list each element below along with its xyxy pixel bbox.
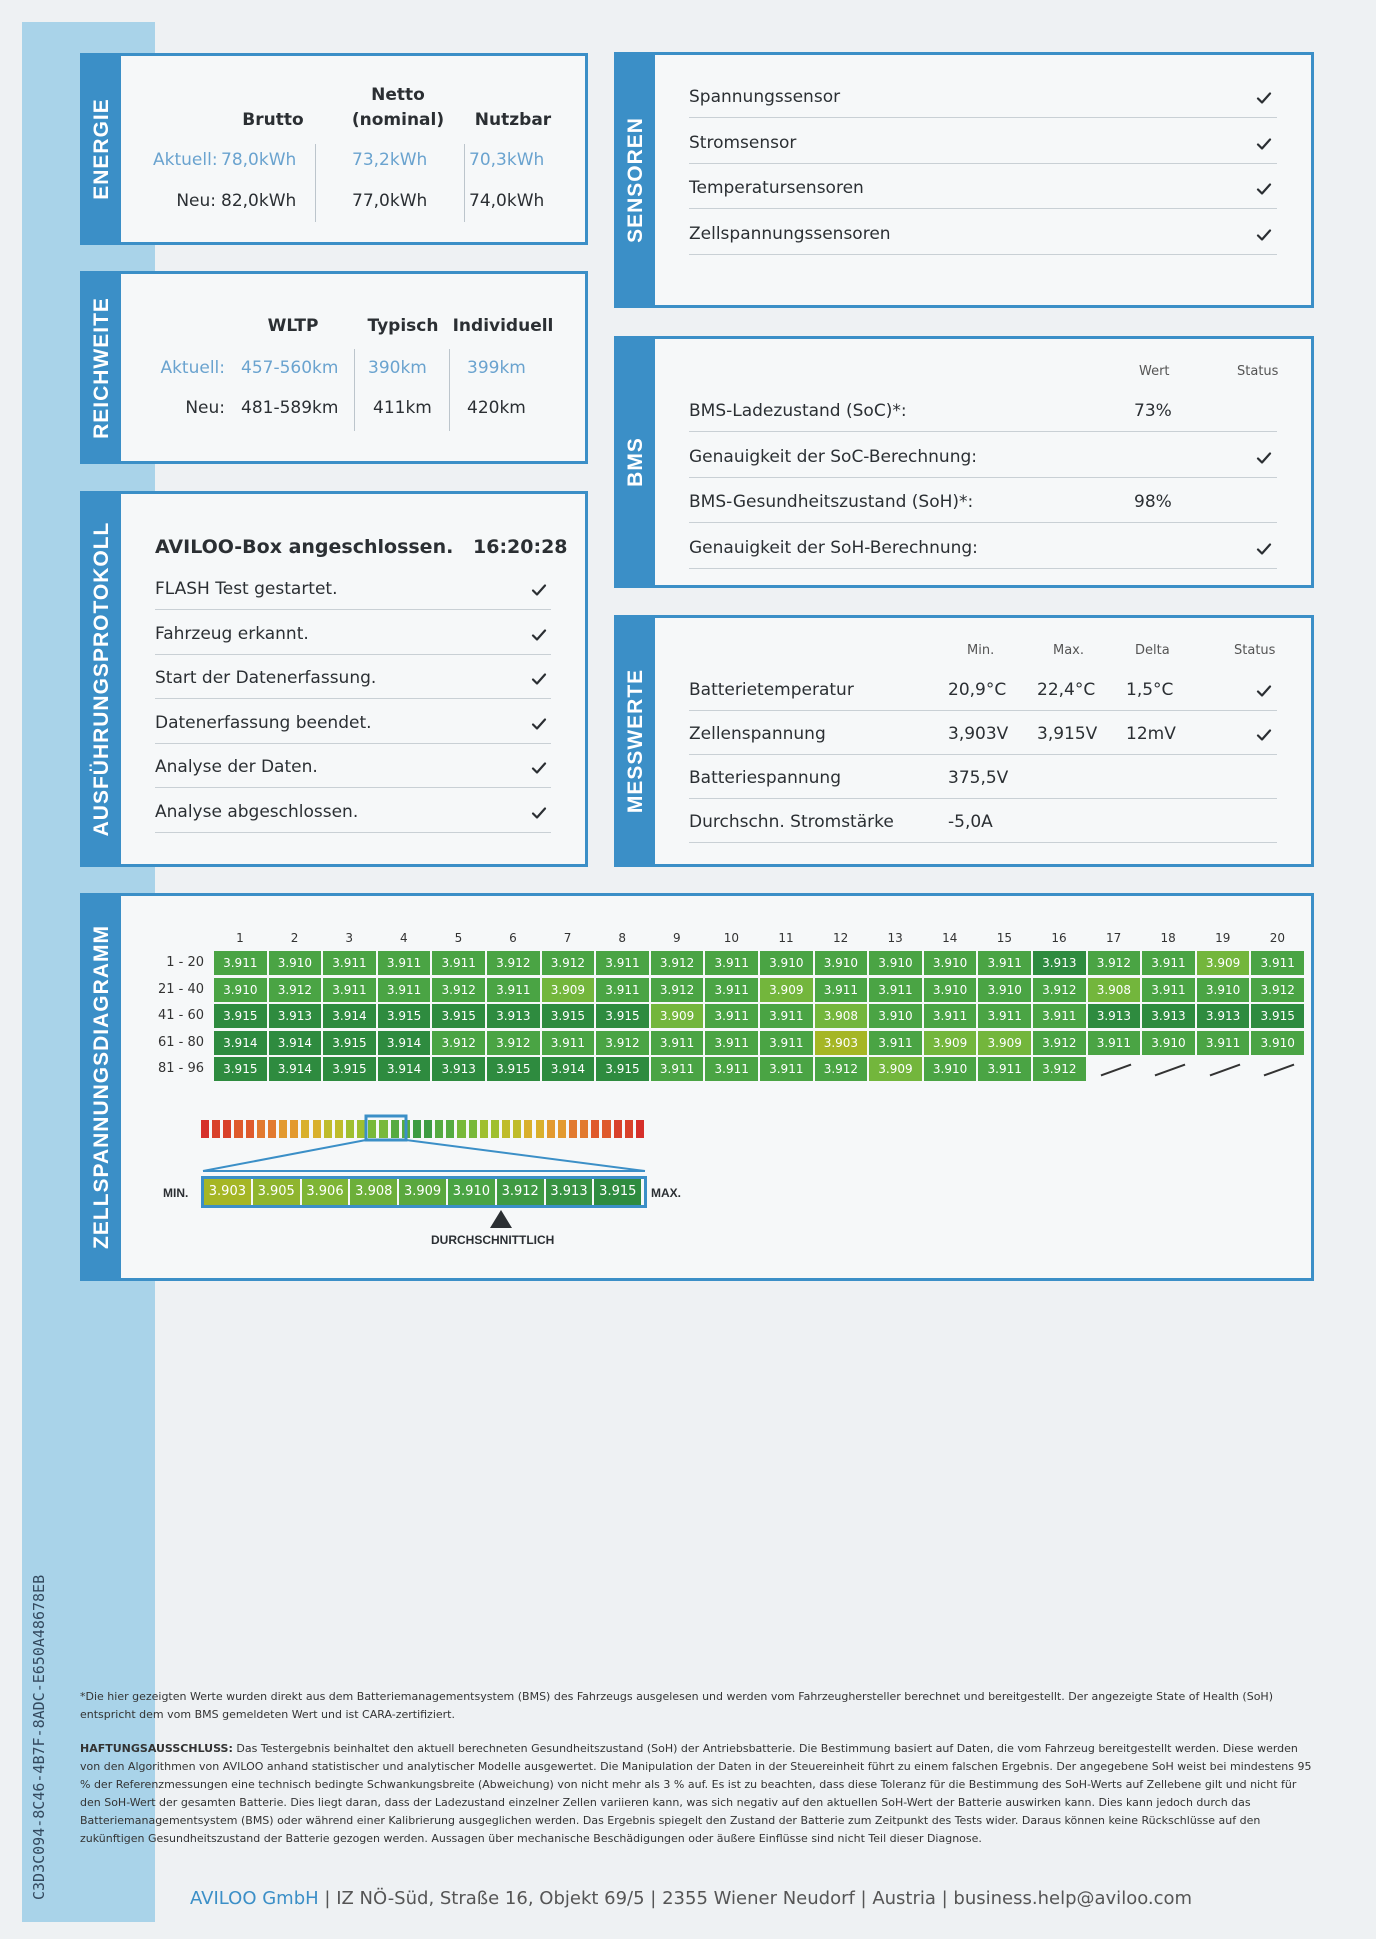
protokoll-label: AUSFÜHRUNGSPROTOKOLL — [83, 494, 121, 864]
energie-neu-netto: 77,0kWh — [352, 191, 428, 211]
scale-segment — [513, 1120, 521, 1138]
bms-row-label: Genauigkeit der SoH-Berechnung: — [689, 537, 978, 558]
check-icon — [1255, 540, 1273, 558]
scale-min-label: MIN. — [163, 1186, 189, 1200]
reichweite-neu-typisch: 411km — [373, 398, 432, 418]
reichweite-aktuell-label: Aktuell: — [160, 358, 225, 378]
row-range-label: 1 - 20 — [166, 955, 204, 970]
scale-segment — [257, 1120, 265, 1138]
column-number: 6 — [509, 931, 517, 945]
column-number: 15 — [996, 931, 1013, 945]
row-range-label: 61 - 80 — [157, 1034, 204, 1050]
empty-cell-slash — [1264, 1064, 1295, 1077]
disclaimer-title: HAFTUNGSAUSSCHLUSS: — [80, 1742, 233, 1755]
footer — [190, 1888, 1192, 1909]
bms-row-value: 73% — [1134, 401, 1172, 421]
scale-segment — [524, 1120, 532, 1138]
cell-voltage: 3.915 — [214, 1004, 269, 1028]
cell-voltage: 3.911 — [651, 1031, 706, 1055]
scale-cell: 3.905 — [253, 1179, 302, 1205]
row-divider — [155, 609, 551, 610]
cell-voltage: 3.911 — [323, 978, 378, 1002]
energie-panel — [80, 53, 588, 245]
cell-voltage: 3.910 — [815, 951, 870, 975]
cell-voltage: 3.913 — [1033, 951, 1088, 975]
bms-header-status: Status — [1237, 364, 1279, 379]
scale-segment — [290, 1120, 298, 1138]
scale-segment — [212, 1120, 220, 1138]
scale-segment — [379, 1120, 387, 1138]
cell-voltage: 3.915 — [487, 1057, 542, 1081]
energie-aktuell-nutzbar: 70,3kWh — [469, 150, 545, 170]
energie-aktuell-label: Aktuell: — [153, 150, 218, 170]
cell-voltage: 3.913 — [1197, 1004, 1252, 1028]
disclaimer — [80, 1740, 1316, 1848]
check-icon — [1255, 726, 1273, 744]
sensoren-panel — [614, 52, 1314, 308]
energie-neu-brutto: 82,0kWh — [221, 191, 297, 211]
cell-voltage: 3.910 — [924, 1057, 979, 1081]
scale-cell: 3.910 — [448, 1179, 497, 1205]
cell-voltage: 3.915 — [378, 1004, 433, 1028]
protokoll-time: 16:20:28 — [473, 536, 568, 558]
empty-cell-slash — [1100, 1064, 1131, 1077]
cell-voltage: 3.912 — [542, 951, 597, 975]
cell-voltage: 3.912 — [1033, 978, 1088, 1002]
cell-voltage: 3.911 — [542, 1031, 597, 1055]
cell-voltage: 3.914 — [269, 1031, 324, 1055]
row-divider — [689, 254, 1277, 255]
row-divider — [155, 787, 551, 788]
column-number: 3 — [345, 931, 353, 945]
energie-header-brutto: Brutto — [242, 110, 304, 130]
cell-voltage: 3.915 — [214, 1057, 269, 1081]
reichweite-neu-label: Neu: — [185, 398, 225, 418]
cell-voltage: 3.911 — [432, 951, 487, 975]
bms-row-label: BMS-Ladezustand (SoC)*: — [689, 401, 907, 421]
bms-row-label: Genauigkeit der SoC-Berechnung: — [689, 446, 977, 467]
cell-voltage: 3.911 — [978, 951, 1033, 975]
bms-row-value: 98% — [1134, 492, 1172, 512]
row-divider — [689, 842, 1277, 843]
scale-segment — [469, 1120, 477, 1138]
check-icon — [1255, 682, 1273, 700]
cell-voltage: 3.914 — [269, 1057, 324, 1081]
cell-voltage: 3.910 — [869, 951, 924, 975]
cell-voltage: 3.915 — [323, 1057, 378, 1081]
cell-voltage: 3.911 — [760, 1004, 815, 1028]
cell-voltage: 3.911 — [596, 978, 651, 1002]
cell-voltage: 3.911 — [705, 978, 760, 1002]
scale-segment — [402, 1120, 410, 1138]
scale-segment — [536, 1120, 544, 1138]
footer-address: | IZ NÖ-Süd, Straße 16, Objekt 69/5 | 2355 Wiener Neudorf | Austria | business.help@aviloo.com — [324, 1888, 1193, 1909]
energie-label: ENERGIE — [83, 56, 121, 242]
cell-voltage: 3.915 — [323, 1031, 378, 1055]
cell-voltage: 3.912 — [1251, 978, 1306, 1002]
column-number: 7 — [563, 931, 572, 945]
cell-voltage: 3.911 — [760, 1031, 815, 1055]
cell-voltage: 3.909 — [542, 978, 597, 1002]
check-icon — [1255, 180, 1273, 198]
zellspannung-panel — [80, 893, 1314, 1281]
energie-header-netto: Netto — [371, 85, 425, 105]
check-icon — [1255, 449, 1273, 467]
messwerte-panel — [614, 615, 1314, 867]
cell-voltage: 3.911 — [815, 978, 870, 1002]
messwerte-header-min: Min. — [967, 643, 995, 658]
sensor-item: Temperatursensoren — [689, 178, 864, 198]
bms-label: BMS — [617, 339, 655, 585]
cell-voltage: 3.915 — [432, 1004, 487, 1028]
reichweite-header-wltp: WLTP — [267, 316, 319, 336]
cell-voltage: 3.909 — [869, 1057, 924, 1081]
check-icon — [530, 804, 548, 822]
scale-segment — [346, 1120, 354, 1138]
scale-segment — [357, 1120, 365, 1138]
messwert-min: -5,0A — [948, 812, 993, 832]
column-number: 10 — [723, 931, 740, 945]
scale-segment — [591, 1120, 599, 1138]
column-number: 13 — [887, 931, 903, 945]
column-number: 1 — [236, 931, 244, 945]
row-divider — [689, 568, 1277, 569]
scale-segment — [502, 1120, 510, 1138]
messwert-delta: 12mV — [1126, 724, 1176, 744]
cell-voltage: 3.913 — [1088, 1004, 1143, 1028]
average-marker-icon — [490, 1210, 512, 1228]
cell-voltage: 3.911 — [978, 1057, 1033, 1081]
check-icon — [1255, 89, 1273, 107]
footer-brand: AVILOO GmbH — [190, 1888, 319, 1909]
scale-cell: 3.906 — [302, 1179, 351, 1205]
energie-aktuell-netto: 73,2kWh — [352, 150, 428, 170]
cell-voltage: 3.911 — [378, 978, 433, 1002]
scale-segment — [246, 1120, 254, 1138]
document-id: C3D3C094-8C46-4B7F-8ADC-E650A48678EB — [30, 1574, 48, 1900]
empty-cell-slash — [1209, 1064, 1240, 1077]
row-divider — [689, 522, 1277, 523]
row-divider — [155, 743, 551, 744]
row-divider — [689, 710, 1277, 711]
row-divider — [689, 208, 1277, 209]
check-icon — [1255, 135, 1273, 153]
messwert-label: Zellenspannung — [689, 724, 826, 744]
scale-segment — [580, 1120, 588, 1138]
row-range-label: 21 - 40 — [157, 981, 204, 997]
messwerte-header-max: Max. — [1053, 643, 1085, 658]
messwerte-header-delta: Delta — [1135, 643, 1170, 658]
check-icon — [1255, 226, 1273, 244]
cell-voltage: 3.910 — [924, 951, 979, 975]
column-number: 12 — [832, 931, 849, 945]
column-number: 20 — [1269, 931, 1286, 945]
cell-voltage: 3.910 — [1251, 1031, 1306, 1055]
scale-cell: 3.908 — [350, 1179, 399, 1205]
row-divider — [155, 698, 551, 699]
protokoll-step: Analyse abgeschlossen. — [155, 801, 359, 822]
cell-voltage: 3.911 — [705, 1057, 760, 1081]
check-icon — [530, 581, 548, 599]
energie-header-nominal: (nominal) — [351, 110, 445, 130]
row-divider — [689, 477, 1277, 478]
cell-voltage: 3.912 — [432, 1031, 487, 1055]
row-divider — [689, 163, 1277, 164]
messwert-label: Batterietemperatur — [689, 680, 854, 700]
column-number: 2 — [290, 931, 299, 945]
scale-segment — [435, 1120, 443, 1138]
scale-segment — [636, 1120, 644, 1138]
scale-segment — [602, 1120, 610, 1138]
cell-voltage: 3.911 — [705, 1031, 760, 1055]
reichweite-aktuell-individuell: 399km — [467, 358, 526, 378]
cell-voltage: 3.910 — [760, 951, 815, 975]
scale-segment — [446, 1120, 454, 1138]
cell-voltage: 3.910 — [924, 978, 979, 1002]
scale-segment — [491, 1120, 499, 1138]
cell-voltage: 3.911 — [1033, 1004, 1088, 1028]
row-divider — [689, 798, 1277, 799]
cell-voltage: 3.910 — [269, 951, 324, 975]
protokoll-panel — [80, 491, 588, 867]
cell-voltage: 3.909 — [978, 1031, 1033, 1055]
voltage-color-scale — [201, 1120, 647, 1138]
scale-cell: 3.903 — [204, 1179, 253, 1205]
cell-voltage: 3.911 — [869, 1031, 924, 1055]
check-icon — [530, 626, 548, 644]
scale-segment — [324, 1120, 332, 1138]
cell-voltage: 3.911 — [760, 1057, 815, 1081]
cell-voltage: 3.912 — [1033, 1031, 1088, 1055]
cell-voltage: 3.910 — [869, 1004, 924, 1028]
cell-voltage: 3.912 — [432, 978, 487, 1002]
cell-voltage: 3.915 — [596, 1004, 651, 1028]
protokoll-step: Start der Datenerfassung. — [155, 668, 377, 688]
reichweite-aktuell-wltp: 457-560km — [241, 358, 339, 378]
messwert-min: 20,9°C — [948, 680, 1007, 700]
empty-cell-slash — [1155, 1064, 1186, 1077]
scale-cell: 3.912 — [497, 1179, 546, 1205]
messwert-delta: 1,5°C — [1126, 680, 1174, 700]
cell-voltage: 3.911 — [869, 978, 924, 1002]
cell-voltage: 3.913 — [432, 1057, 487, 1081]
cell-voltage: 3.911 — [1197, 1031, 1252, 1055]
cell-voltage: 3.915 — [596, 1057, 651, 1081]
cell-voltage: 3.915 — [542, 1004, 597, 1028]
scale-cell: 3.915 — [594, 1179, 643, 1205]
cell-voltage: 3.911 — [323, 951, 378, 975]
cell-voltage: 3.911 — [705, 1004, 760, 1028]
messwert-max: 3,915V — [1037, 724, 1098, 744]
scale-segment — [201, 1120, 209, 1138]
scale-segment — [391, 1120, 399, 1138]
cell-voltage: 3.903 — [815, 1031, 870, 1055]
reichweite-panel — [80, 271, 588, 464]
scale-segment — [558, 1120, 566, 1138]
check-icon — [530, 759, 548, 777]
footnote-bms: *Die hier gezeigten Werte wurden direkt aus dem Batteriemanagementsystem (BMS) des Fahrzeugs ausgelesen und werden vom Fahrzeughersteller berechnet und bereitgestellt. Der angezeigte State of Health (SoH) entspricht dem vom BMS gemeldeten Wert und ist CARA-zertifiziert. — [80, 1690, 1273, 1721]
energie-aktuell-brutto: 78,0kWh — [221, 150, 297, 170]
column-number: 9 — [672, 931, 681, 945]
cell-voltage: 3.912 — [1033, 1057, 1088, 1081]
zellspannung-label: ZELLSPANNUNGSDIAGRAMM — [83, 896, 121, 1278]
bms-panel — [614, 336, 1314, 588]
scale-cell: 3.909 — [399, 1179, 448, 1205]
cell-voltage: 3.912 — [487, 951, 542, 975]
scale-segment — [413, 1120, 421, 1138]
cell-voltage: 3.910 — [1197, 978, 1252, 1002]
scale-segment — [223, 1120, 231, 1138]
protokoll-step: Datenerfassung beendet. — [155, 712, 372, 733]
cell-voltage: 3.914 — [542, 1057, 597, 1081]
cell-voltage: 3.911 — [487, 978, 542, 1002]
reichweite-neu-individuell: 420km — [467, 398, 526, 418]
row-divider — [155, 832, 551, 833]
scale-segment — [335, 1120, 343, 1138]
cell-voltage: 3.909 — [924, 1031, 979, 1055]
bms-row-label: BMS-Gesundheitszustand (SoH)*: — [689, 492, 974, 512]
cell-voltage: 3.909 — [651, 1004, 706, 1028]
scale-segment — [279, 1120, 287, 1138]
cell-voltage: 3.914 — [214, 1031, 269, 1055]
cell-voltage: 3.912 — [651, 978, 706, 1002]
cell-voltage: 3.913 — [269, 1004, 324, 1028]
disclaimer-text: Das Testergebnis beinhaltet den aktuell berechneten Gesundheitszustand (SoH) der Antriebsbatterie. Die Bestimmung basiert auf Daten, die vom Fahrzeug bereitgestellt werden. Diese werden von den Algorithmen von AVILOO anhand statistischer und analytischer Modelle ausgewertet. Die Manipulation der Daten in der Steuereinheit führt zu einem falschen Ergebnis. Der angegebene SoH weist bei mindestens 95 % der Referenzmessungen eine technisch bedingte Schwankungsbreite (Abweichung) von nicht mehr als 3 % auf. Es ist zu beachten, dass diese Toleranz für die Bestimmung des SoH-Werts auf Zellebene gilt und nicht für den SoH-Wert der gesamten Batterie. Dies liegt daran, dass der Ladezustand einzelner Zellen variieren kann, was sich negativ auf den aktuellen SoH-Wert der Batterie auswirken kann. Dies kann jedoch durch das Batteriemanagementsystem (BMS) oder während einer Kalibrierung ausgeglichen werden. Das Ergebnis spiegelt den Zustand der Batterie zum Zeitpunkt des Tests wider. Daraus können keine Rückschlüsse auf den zukünftigen Gesundheitszustand der Batterie gezogen werden. Aussagen über mechanische Beschädigungen oder äußere Einflüsse sind nicht Teil dieser Diagnose. — [80, 1742, 1312, 1845]
check-icon — [530, 670, 548, 688]
column-number: 5 — [454, 931, 463, 945]
protokoll-step: Analyse der Daten. — [155, 757, 318, 777]
scale-max-label: MAX. — [651, 1186, 681, 1200]
cell-voltage: 3.912 — [651, 951, 706, 975]
energie-neu-nutzbar: 74,0kWh — [469, 191, 545, 211]
average-label: DURCHSCHNITTLICH — [431, 1233, 555, 1247]
row-divider — [155, 654, 551, 655]
reichweite-header-individuell: Individuell — [452, 316, 554, 336]
scale-cell: 3.913 — [546, 1179, 595, 1205]
cell-voltage: 3.911 — [214, 951, 269, 975]
cell-voltage: 3.910 — [1142, 1031, 1197, 1055]
sensor-item: Spannungssensor — [689, 87, 841, 107]
cell-voltage: 3.910 — [214, 978, 269, 1002]
cell-voltage: 3.911 — [1142, 978, 1197, 1002]
reichweite-header-typisch: Typisch — [367, 316, 439, 336]
cell-voltage: 3.911 — [1251, 951, 1306, 975]
protokoll-title: AVILOO-Box angeschlossen. — [155, 536, 454, 558]
cell-voltage: 3.913 — [1142, 1004, 1197, 1028]
cell-voltage: 3.911 — [1088, 1031, 1143, 1055]
cell-voltage: 3.911 — [924, 1004, 979, 1028]
row-range-label: 81 - 96 — [157, 1061, 204, 1076]
cell-voltage: 3.912 — [596, 1031, 651, 1055]
cell-voltage: 3.912 — [815, 1057, 870, 1081]
column-number: 11 — [778, 931, 794, 945]
protokoll-step: FLASH Test gestartet. — [155, 579, 338, 599]
reichweite-label: REICHWEITE — [83, 274, 121, 461]
scale-segment — [614, 1120, 622, 1138]
scale-cells — [201, 1176, 647, 1208]
bms-header-wert: Wert — [1139, 364, 1170, 379]
column-number: 18 — [1160, 931, 1176, 945]
check-icon — [530, 715, 548, 733]
sensor-item: Zellspannungssensoren — [689, 223, 891, 244]
cell-voltage: 3.914 — [378, 1031, 433, 1055]
scale-segment — [480, 1120, 488, 1138]
messwert-max: 22,4°C — [1037, 680, 1096, 700]
messwert-label: Batteriespannung — [689, 768, 841, 788]
cell-voltage: 3.909 — [1197, 951, 1252, 975]
energie-neu-label: Neu: — [176, 191, 216, 211]
cell-voltage: 3.911 — [1142, 951, 1197, 975]
cell-voltage: 3.908 — [1088, 978, 1143, 1002]
row-divider — [689, 117, 1277, 118]
cell-voltage: 3.912 — [487, 1031, 542, 1055]
cell-voltage: 3.914 — [378, 1057, 433, 1081]
messwert-label: Durchschn. Stromstärke — [689, 812, 894, 832]
energie-header-nutzbar: Nutzbar — [474, 110, 552, 130]
scale-segment — [313, 1120, 321, 1138]
column-number: 16 — [1051, 931, 1067, 945]
messwerte-label: MESSWERTE — [617, 618, 655, 864]
cell-voltage: 3.915 — [1251, 1004, 1306, 1028]
messwerte-header-status: Status — [1234, 643, 1276, 658]
reichweite-neu-wltp: 481-589km — [241, 398, 339, 418]
messwert-min: 375,5V — [948, 768, 1009, 788]
scale-segment — [268, 1120, 276, 1138]
column-number: 17 — [1105, 931, 1122, 945]
row-divider — [689, 754, 1277, 755]
protokoll-step: Fahrzeug erkannt. — [155, 623, 309, 644]
scale-segment — [625, 1120, 633, 1138]
messwert-min: 3,903V — [948, 724, 1009, 744]
cell-voltage: 3.912 — [1088, 951, 1143, 975]
column-number: 8 — [618, 931, 626, 945]
cell-voltage: 3.911 — [651, 1057, 706, 1081]
row-range-label: 41 - 60 — [157, 1008, 204, 1023]
column-number: 19 — [1215, 931, 1231, 945]
sensoren-label: SENSOREN — [617, 55, 655, 305]
scale-segment — [424, 1120, 432, 1138]
scale-segment — [569, 1120, 577, 1138]
reichweite-aktuell-typisch: 390km — [368, 358, 427, 378]
cell-voltage: 3.911 — [705, 951, 760, 975]
cell-voltage: 3.911 — [978, 1004, 1033, 1028]
scale-segment — [234, 1120, 242, 1138]
column-number: 14 — [942, 931, 958, 945]
cell-voltage: 3.913 — [487, 1004, 542, 1028]
scale-segment — [301, 1120, 309, 1138]
cell-voltage: 3.914 — [323, 1004, 378, 1028]
cell-voltage: 3.912 — [269, 978, 324, 1002]
column-number: 4 — [399, 931, 408, 945]
row-divider — [689, 431, 1277, 432]
scale-segment — [457, 1120, 465, 1138]
sensor-item: Stromsensor — [689, 132, 797, 153]
cell-voltage: 3.908 — [815, 1004, 870, 1028]
scale-segment — [368, 1120, 376, 1138]
cell-voltage: 3.910 — [978, 978, 1033, 1002]
cell-voltage: 3.909 — [760, 978, 815, 1002]
scale-segment — [547, 1120, 555, 1138]
cell-voltage: 3.911 — [596, 951, 651, 975]
cell-voltage: 3.911 — [378, 951, 433, 975]
